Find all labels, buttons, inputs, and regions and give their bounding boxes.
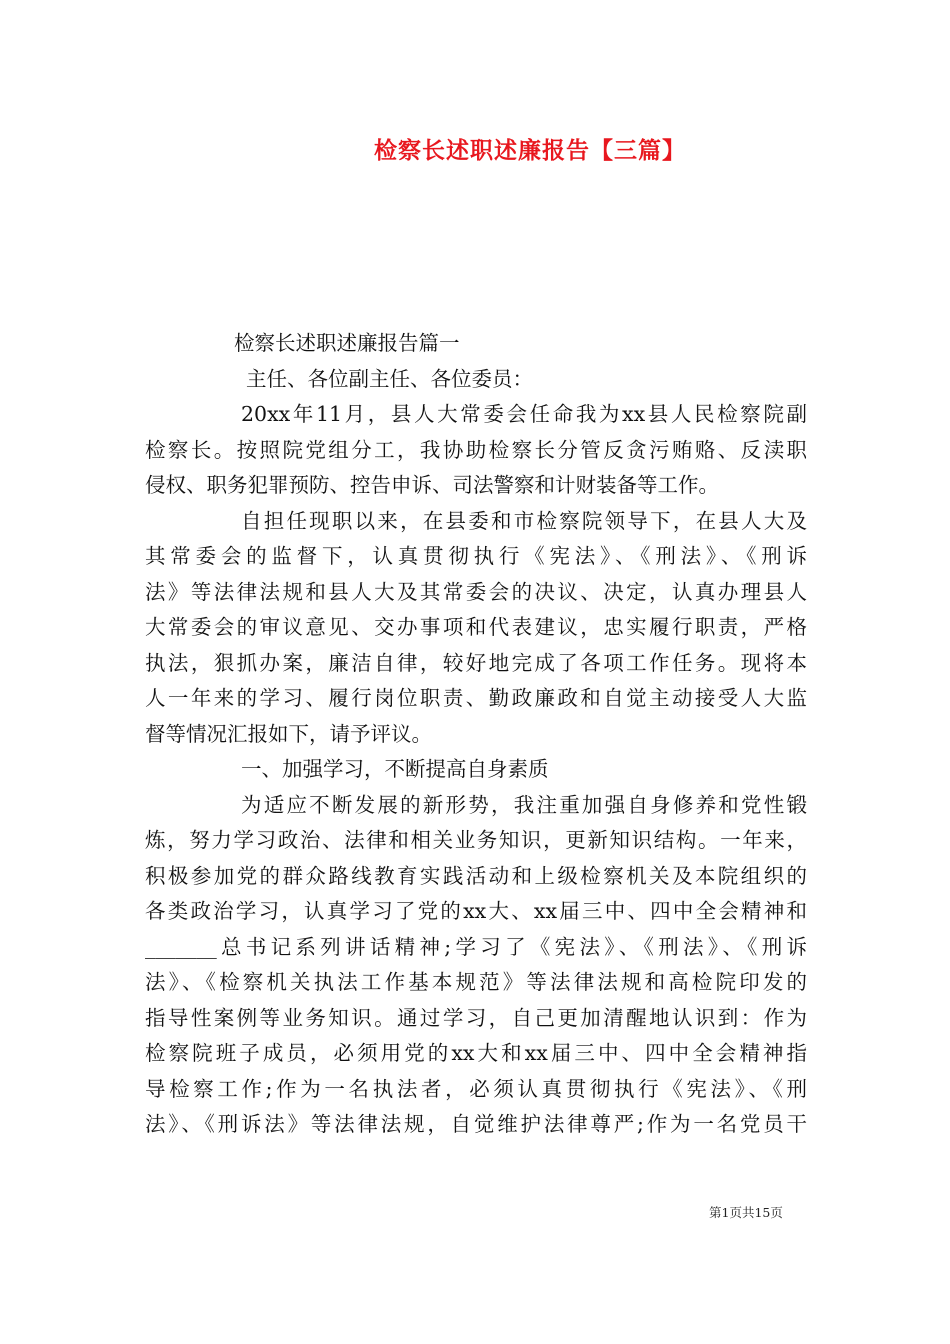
paragraph-line: 炼，努力学习政治、法律和相关业务知识，更新知识结构。一年来，: [145, 828, 807, 852]
paragraph-line: 侵权、职务犯罪预防、控告申诉、司法警察和计财装备等工作。: [145, 473, 719, 497]
paragraph-line: 大常委会的审议意见、交办事项和代表建议，忠实履行职责，严格: [145, 615, 807, 639]
paragraph-line: 积极参加党的群众路线教育实践活动和上级检察机关及本院组织的: [145, 863, 807, 888]
document-title: 检察长述职述廉报告【三篇】: [374, 137, 686, 164]
page-number: 第1页共15页: [709, 1205, 783, 1220]
paragraph-line: 检察院班子成员，必须用党的xx大和xx届三中、四中全会精神指: [145, 1041, 807, 1065]
paragraph-line: 20xx年11月，县人大常委会任命我为xx县人民检察院副: [241, 402, 807, 426]
paragraph-line: 检察长。按照院党组分工，我协助检察长分管反贪污贿赂、反渎职: [145, 437, 807, 462]
section-heading: 检察长述职述廉报告篇一: [234, 331, 460, 355]
paragraph-line: 其常委会的监督下，认真贯彻执行《宪法》、《刑法》、《刑诉: [145, 544, 807, 568]
section-heading: 一、加强学习，不断提高自身素质: [241, 757, 549, 781]
paragraph-line: _______总书记系列讲话精神;学习了《宪法》、《刑法》、《刑诉: [145, 934, 807, 959]
paragraph-line: 指导性案例等业务知识。通过学习，自己更加清醒地认识到：作为: [145, 1005, 807, 1030]
paragraph-line: 导检察工作;作为一名执法者，必须认真贯彻执行《宪法》、《刑: [145, 1076, 807, 1101]
paragraph-line: 为适应不断发展的新形势，我注重加强自身修养和党性锻: [241, 792, 807, 817]
paragraph-line: 执法，狠抓办案，廉洁自律，较好地完成了各项工作任务。现将本: [145, 650, 807, 675]
paragraph-line: 法》、《检察机关执法工作基本规范》等法律法规和高检院印发的: [145, 970, 807, 994]
paragraph-line: 法》等法律法规和县人大及其常委会的决议、决定，认真办理县人: [145, 579, 807, 604]
paragraph-line: 人一年来的学习、履行岗位职责、勤政廉政和自觉主动接受人大监: [145, 686, 807, 710]
paragraph-line: 法》、《刑诉法》等法律法规，自觉维护法律尊严;作为一名党员干: [145, 1112, 807, 1136]
paragraph-line: 自担任现职以来，在县委和市检察院领导下，在县人大及: [241, 508, 807, 533]
paragraph-line: 各类政治学习，认真学习了党的xx大、xx届三中、四中全会精神和: [145, 899, 807, 923]
document-body: [145, 326, 807, 1143]
salutation: 主任、各位副主任、各位委员：: [246, 366, 533, 391]
paragraph-line: 督等情况汇报如下，请予评议。: [145, 721, 432, 746]
